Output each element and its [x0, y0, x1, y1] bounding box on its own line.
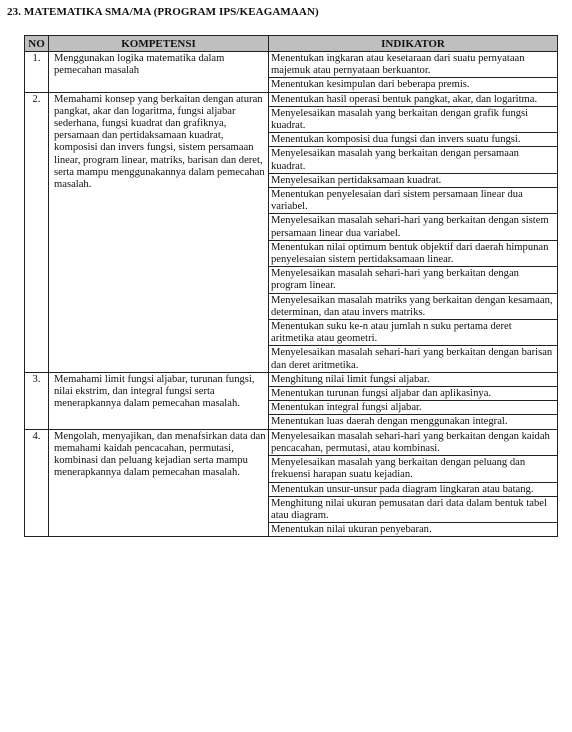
indikator-cell: Menentukan unsur-unsur pada diagram lingkaran atau batang. — [269, 482, 558, 496]
indikator-cell: Menentukan suku ke-n atau jumlah n suku pertama deret aritmetika atau geometri. — [269, 320, 558, 346]
indikator-cell: Menyelesaikan masalah yang berkaitan dengan persamaan kuadrat. — [269, 147, 558, 173]
indikator-cell: Menyelesaikan pertidaksamaan kuadrat. — [269, 173, 558, 187]
indikator-cell: Menentukan turunan fungsi aljabar dan aplikasinya. — [269, 387, 558, 401]
page-title: 23. MATEMATIKA SMA/MA (PROGRAM IPS/KEAGAMAAN) — [7, 6, 319, 18]
indikator-cell: Menghitung nilai limit fungsi aljabar. — [269, 372, 558, 386]
kompetensi-cell: Memahami limit fungsi aljabar, turunan fungsi, nilai ekstrim, dan integral fungsi serta menerapkannya dalam pemecahan masalah. — [49, 372, 269, 429]
indikator-cell: Menyelesaikan masalah matriks yang berkaitan dengan kesamaan, determinan, dan atau invers matriks. — [269, 293, 558, 319]
indikator-cell: Menentukan penyelesaian dari sistem persamaan linear dua variabel. — [269, 188, 558, 214]
indikator-cell: Menentukan luas daerah dengan menggunakan integral. — [269, 415, 558, 429]
row-number: 1. — [25, 52, 49, 93]
table-header-row — [25, 36, 558, 52]
header-kompetensi: KOMPETENSI — [49, 36, 269, 52]
table-body — [25, 52, 558, 537]
header-no: NO — [25, 36, 49, 52]
indikator-cell: Menentukan hasil operasi bentuk pangkat, akar, dan logaritma. — [269, 92, 558, 106]
indikator-cell: Menentukan nilai optimum bentuk objektif dari daerah himpunan penyelesaian sistem pertidaksamaan linear. — [269, 240, 558, 266]
indikator-cell: Menyelesaikan masalah sehari-hari yang berkaitan dengan barisan dan deret aritmetika. — [269, 346, 558, 372]
indikator-cell: Menyelesaikan masalah yang berkaitan dengan peluang dan frekuensi harapan suatu kejadian. — [269, 456, 558, 482]
kompetensi-cell: Menggunakan logika matematika dalam pemecahan masalah — [49, 52, 269, 93]
header-indikator: INDIKATOR — [269, 36, 558, 52]
indikator-cell: Menentukan komposisi dua fungsi dan invers suatu fungsi. — [269, 133, 558, 147]
kompetensi-cell: Mengolah, menyajikan, dan menafsirkan data dan memahami kaidah pencacahan, permutasi, kombinasi dan peluang kejadian serta mampu menerapkannya dalam pemecahan masalah. — [49, 429, 269, 537]
table-row — [25, 52, 558, 78]
indikator-cell: Menentukan nilai ukuran penyebaran. — [269, 523, 558, 537]
table-row — [25, 92, 558, 106]
indikator-cell: Menyelesaikan masalah sehari-hari yang berkaitan dengan sistem persamaan linear dua variabel. — [269, 214, 558, 240]
row-number: 2. — [25, 92, 49, 372]
indikator-cell: Menyelesaikan masalah sehari-hari yang berkaitan dengan kaidah pencacahan, permutasi, atau kombinasi. — [269, 429, 558, 455]
table-row — [25, 372, 558, 386]
indikator-cell: Menentukan kesimpulan dari beberapa premis. — [269, 78, 558, 92]
indikator-cell: Menyelesaikan masalah sehari-hari yang berkaitan dengan program linear. — [269, 267, 558, 293]
indikator-cell: Menyelesaikan masalah yang berkaitan dengan grafik fungsi kuadrat. — [269, 106, 558, 132]
kompetensi-cell: Memahami konsep yang berkaitan dengan aturan pangkat, akar dan logaritma, fungsi aljabar sederhana, fungsi kuadrat dan grafiknya, persamaan dan pertidaksamaan kuadrat, komposisi dan invers fungsi, sistem persamaan linear, program linear, matriks, barisan dan deret, serta mampu menggunakannya dalam pemecahan masalah. — [49, 92, 269, 372]
indikator-cell: Menentukan integral fungsi aljabar. — [269, 401, 558, 415]
indikator-cell: Menentukan ingkaran atau kesetaraan dari suatu pernyataan majemuk atau pernyataan berkuantor. — [269, 52, 558, 78]
row-number: 4. — [25, 429, 49, 537]
indikator-cell: Menghitung nilai ukuran pemusatan dari data dalam bentuk tabel atau diagram. — [269, 496, 558, 522]
competency-table — [24, 35, 558, 537]
row-number: 3. — [25, 372, 49, 429]
table-row — [25, 429, 558, 455]
